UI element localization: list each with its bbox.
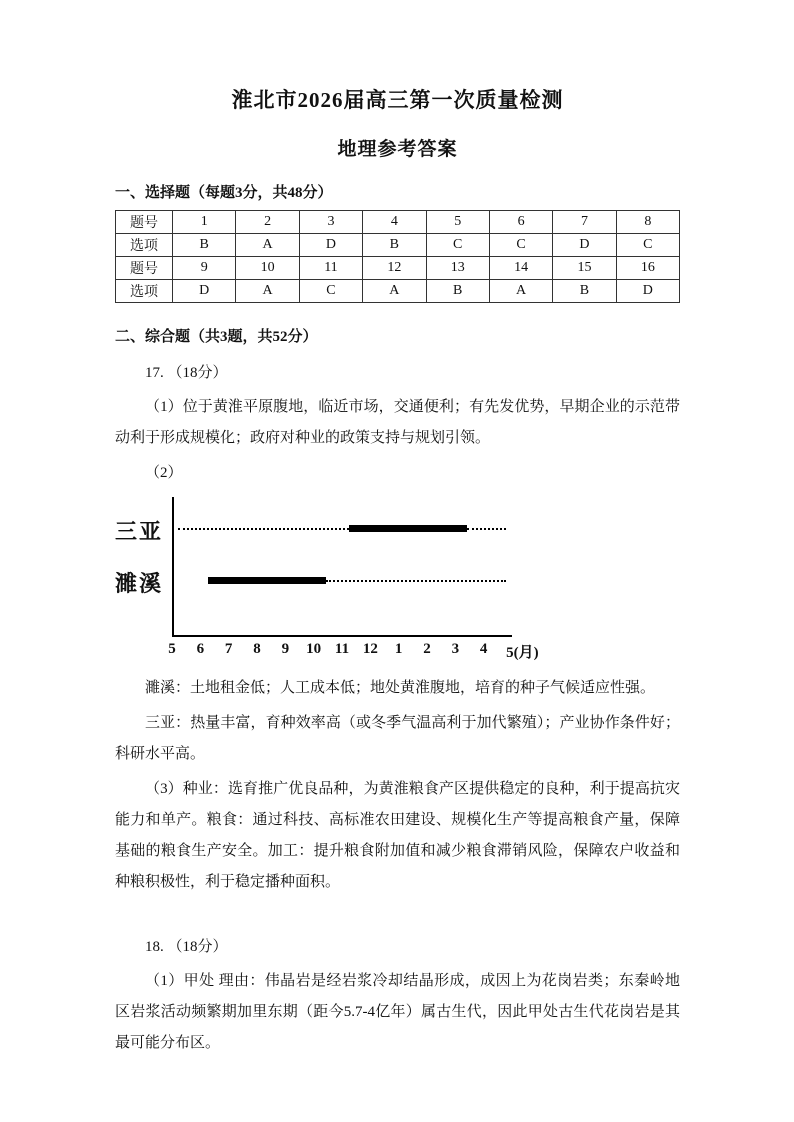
chart-x-tick-label: 9: [281, 641, 290, 657]
answer-table: [115, 210, 680, 303]
chart-row-sanya: [174, 525, 512, 533]
row-header-cell: 选项: [116, 280, 173, 303]
q17-answer2-label: （2）: [145, 465, 183, 481]
chart-x-tick-label: 11: [334, 641, 350, 657]
comprehensive-section-heading: 二、综合题（共3题，共52分）: [115, 329, 318, 345]
chart-row-label-sanya: 三亚: [115, 519, 164, 544]
chart-x-tick-label: 7: [224, 641, 233, 657]
answer-cell: A: [489, 280, 552, 303]
answer-cell: 11: [299, 257, 362, 280]
answer-cell: B: [426, 280, 489, 303]
page-title: 淮北市2026届高三第一次质量检测: [231, 88, 564, 112]
answer-cell: 15: [553, 257, 616, 280]
answer-table-body: [116, 211, 680, 303]
choice-section-heading: 一、选择题（每题3分，共48分）: [115, 185, 333, 201]
chart-x-ticks: [168, 641, 539, 665]
breeding-timeline-chart: [115, 497, 680, 669]
chart-x-tick-label: 12: [362, 641, 378, 657]
answer-cell: B: [553, 280, 616, 303]
answer-cell: D: [553, 234, 616, 257]
answer-table-row: [116, 234, 680, 257]
chart-row-suixi: [174, 577, 512, 585]
chart-dotted-segment: [326, 580, 506, 582]
chart-x-tick-label: 3: [451, 641, 460, 657]
answer-cell: A: [363, 280, 426, 303]
chart-x-tick-label: 4: [479, 641, 488, 657]
chart-solid-bar: [349, 525, 467, 532]
answer-cell: 1: [173, 211, 236, 234]
answer-cell: 9: [173, 257, 236, 280]
answer-table-row: [116, 280, 680, 303]
answer-cell: 6: [489, 211, 552, 234]
answer-cell: A: [236, 234, 299, 257]
chart-x-tick-label: 8: [253, 641, 261, 657]
chart-dotted-segment: [467, 528, 506, 530]
answer-cell: B: [363, 234, 426, 257]
chart-x-tick-label: 6: [196, 641, 205, 657]
answer-cell: D: [173, 280, 236, 303]
q17-sanya-note: 三亚：热量丰富，育种效率高（或冬季气温高利于加代繁殖）；产业协作条件好；科研水平高。: [115, 715, 680, 762]
q18-label: 18. （18分）: [145, 939, 228, 955]
answer-cell: C: [299, 280, 362, 303]
q17-suixi-note: 濉溪：土地租金低；人工成本低；地处黄淮腹地，培育的种子气候适应性强。: [145, 680, 656, 696]
page-subtitle: 地理参考答案: [337, 139, 458, 160]
answer-table-row: [116, 211, 680, 234]
answer-cell: 14: [489, 257, 552, 280]
answer-cell: 5: [426, 211, 489, 234]
answer-cell: 2: [236, 211, 299, 234]
chart-x-tick-label: 2: [423, 641, 431, 657]
chart-solid-bar: [208, 577, 326, 584]
answer-cell: C: [426, 234, 489, 257]
chart-x-tick-label: 1: [394, 641, 403, 657]
answer-cell: C: [489, 234, 552, 257]
chart-row-label-suixi: 濉溪: [115, 571, 164, 596]
answer-cell: A: [236, 280, 299, 303]
answer-cell: 16: [616, 257, 679, 280]
q17-label: 17. （18分）: [145, 365, 228, 381]
answer-cell: 13: [426, 257, 489, 280]
answer-cell: 10: [236, 257, 299, 280]
chart-x-tick-label: 5: [168, 641, 176, 657]
chart-x-tick-label: 10: [306, 641, 322, 657]
chart-plot: [172, 497, 512, 637]
q17-answer1: （1）位于黄淮平原腹地，临近市场，交通便利；有先发优势，早期企业的示范带动利于形成规模化；政府对种业的政策支持与规划引领。: [115, 399, 680, 446]
row-header-cell: 题号: [116, 211, 173, 234]
answer-cell: 8: [616, 211, 679, 234]
answer-cell: 3: [299, 211, 362, 234]
answer-table-row: [116, 257, 680, 280]
q18-answer1: （1）甲处 理由：伟晶岩是经岩浆冷却结晶形成，成因上为花岗岩类；东秦岭地区岩浆活动频繁期加里东期（距今5.7-4亿年）属古生代，因此甲处古生代花岗岩是其最可能分布区。: [115, 973, 680, 1051]
answer-cell: C: [616, 234, 679, 257]
answer-cell: 12: [363, 257, 426, 280]
row-header-cell: 题号: [116, 257, 173, 280]
answer-cell: D: [616, 280, 679, 303]
chart-x-tick-label: 5(月): [506, 645, 539, 661]
answer-cell: B: [173, 234, 236, 257]
chart-dotted-segment: [178, 528, 348, 530]
answer-cell: 7: [553, 211, 616, 234]
answer-cell: D: [299, 234, 362, 257]
row-header-cell: 选项: [116, 234, 173, 257]
q17-answer3: （3）种业：选育推广优良品种，为黄淮粮食产区提供稳定的良种，利于提高抗灾能力和单产。粮食：通过科技、高标准农田建设、规模化生产等提高粮食产量，保障基础的粮食生产安全。加工：提升粮食附加值和减少粮食滞销风险，保障农户收益和种粮积极性，利于稳定播种面积。: [115, 781, 680, 890]
answer-cell: 4: [363, 211, 426, 234]
